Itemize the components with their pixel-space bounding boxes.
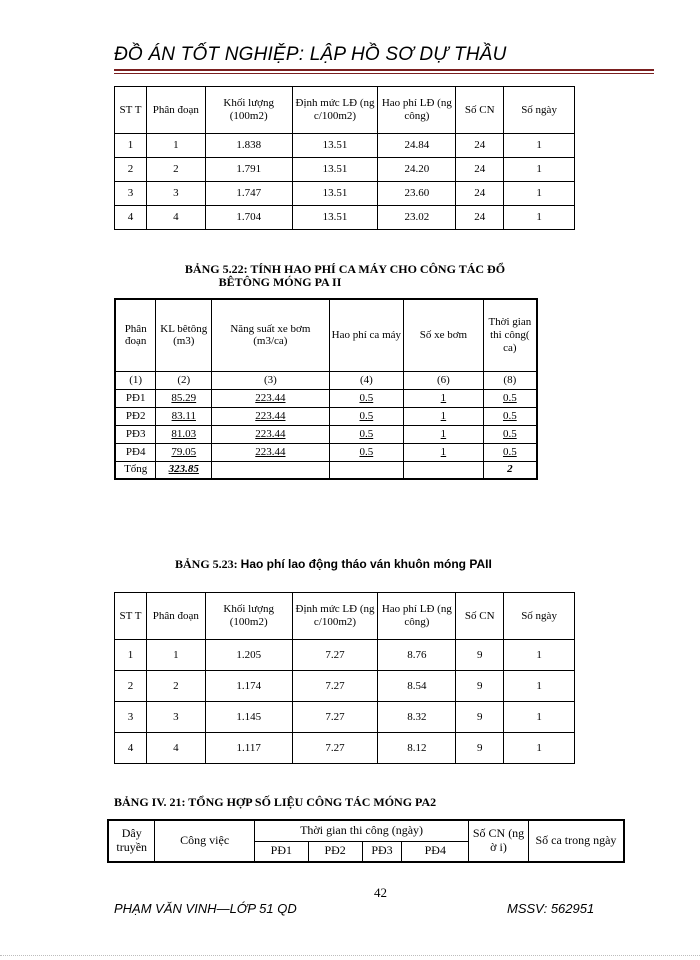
table-cell: 24 (456, 206, 504, 230)
table-header-row (115, 593, 575, 640)
table-cell: 23.60 (378, 182, 456, 206)
table-cell: 23.02 (378, 206, 456, 230)
table-cell: 8.76 (378, 640, 456, 671)
table-cell: 1 (504, 640, 575, 671)
table-cell: 4 (115, 733, 147, 764)
table-row (115, 134, 575, 158)
table-cell: 4 (146, 206, 205, 230)
table-cell: 223.44 (212, 389, 329, 407)
table-cell: 1 (504, 733, 575, 764)
table-cell: 8.12 (378, 733, 456, 764)
table-cell: 1 (404, 425, 484, 443)
header-cell: Công việc (155, 820, 255, 862)
table-cell: 3 (146, 182, 205, 206)
caption-prefix: BẢNG 5.23: (175, 557, 241, 571)
table-caption-iv-21: BẢNG IV. 21: TỔNG HỢP SỐ LIỆU CÔNG TÁC MÓNG PA2 (114, 795, 437, 809)
machine-shift-cost-table (114, 298, 538, 480)
table-cell: 1 (404, 443, 484, 461)
table-cell: 1 (404, 407, 484, 425)
table-cell: 0.5 (329, 443, 404, 461)
table-cell: 0.5 (483, 407, 537, 425)
table-cell: 9 (456, 702, 504, 733)
table-cell: 2 (146, 158, 205, 182)
table-cell: 1 (504, 671, 575, 702)
header-cell: Số CN (456, 593, 504, 640)
subheader-cell: PĐ1 (254, 841, 308, 862)
header-rule (114, 69, 654, 71)
table-cell: 1.174 (205, 671, 292, 702)
table-cell: 0.5 (483, 443, 537, 461)
header-cell: Khối lượng (100m2) (205, 87, 292, 134)
header-cell: Hao phí LĐ (ng công) (378, 593, 456, 640)
header-cell: ST T (115, 593, 147, 640)
table-row (115, 425, 537, 443)
table-cell: 1 (504, 206, 575, 230)
table-cell: 1 (146, 134, 205, 158)
table-cell: 85.29 (156, 389, 212, 407)
index-cell: (6) (404, 371, 484, 389)
index-cell: (2) (156, 371, 212, 389)
table-cell: 13.51 (292, 158, 378, 182)
table-cell: 7.27 (292, 702, 378, 733)
table-cell: 223.44 (212, 443, 329, 461)
table-cell: 0.5 (329, 407, 404, 425)
table-cell: 1 (504, 182, 575, 206)
page-bottom-divider (0, 955, 700, 956)
table-row (115, 182, 575, 206)
index-cell: (1) (115, 371, 156, 389)
table-row (115, 671, 575, 702)
table-cell: 8.54 (378, 671, 456, 702)
table-cell: PĐ1 (115, 389, 156, 407)
table-cell: 223.44 (212, 407, 329, 425)
table-cell: 3 (115, 182, 147, 206)
table-row (115, 443, 537, 461)
header-cell: Phân đoạn (115, 299, 156, 371)
table-cell: 0.5 (329, 425, 404, 443)
header-cell: Phân đoạn (146, 87, 205, 134)
table-cell: 1.704 (205, 206, 292, 230)
header-cell: Hao phí LĐ (ng công) (378, 87, 456, 134)
table-row (115, 702, 575, 733)
table-row (115, 389, 537, 407)
header-cell: Hao phí ca máy (329, 299, 404, 371)
total-shifts: 2 (483, 461, 537, 479)
index-row (115, 371, 537, 389)
header-rule-thin (114, 73, 654, 74)
table-cell: 79.05 (156, 443, 212, 461)
table-cell: 3 (115, 702, 147, 733)
page-header-title: ĐỒ ÁN TỐT NGHIỆP: LẬP HỒ SƠ DỰ THẦU (114, 44, 507, 65)
table-cell: 24 (456, 134, 504, 158)
table-cell: 1 (146, 640, 205, 671)
table-cell: 1 (504, 158, 575, 182)
table-caption-5-22: BẢNG 5.22: TÍNH HAO PHÍ CA MÁY CHO CÔNG TÁC ĐỔ (184, 262, 506, 276)
table-cell: 1.205 (205, 640, 292, 671)
subheader-cell: PĐ3 (362, 841, 402, 862)
table-cell (404, 461, 484, 479)
table-cell: 4 (146, 733, 205, 764)
table-cell: 4 (115, 206, 147, 230)
header-cell: Số ngày (504, 593, 575, 640)
table-cell: 7.27 (292, 640, 378, 671)
table-cell: 0.5 (483, 389, 537, 407)
table-cell: 1.117 (205, 733, 292, 764)
table-cell: 1 (115, 134, 147, 158)
table-cell: 2 (115, 158, 147, 182)
table-cell: 2 (115, 671, 147, 702)
header-cell: Dây truyền (108, 820, 155, 862)
table-cell: 1.747 (205, 182, 292, 206)
page-number: 42 (374, 885, 387, 900)
header-cell: Số ngày (504, 87, 575, 134)
total-volume: 323.85 (156, 461, 212, 479)
table-cell: 9 (456, 640, 504, 671)
total-label: Tổng (115, 461, 156, 479)
header-cell: Số xe bơm (404, 299, 484, 371)
table-cell: 24.84 (378, 134, 456, 158)
table-cell: 1.791 (205, 158, 292, 182)
table-header-row (108, 820, 624, 841)
table-cell (212, 461, 329, 479)
table-cell: 0.5 (483, 425, 537, 443)
footer-student-id: MSSV: 562951 (507, 901, 595, 916)
table-cell: PĐ3 (115, 425, 156, 443)
foundation-summary-table (107, 819, 625, 863)
table-cell: 7.27 (292, 733, 378, 764)
table-row (115, 640, 575, 671)
header-cell: Số CN (ng ờ i) (469, 820, 529, 862)
table-cell: 1.838 (205, 134, 292, 158)
table-cell: 81.03 (156, 425, 212, 443)
labor-cost-table-concrete (114, 86, 575, 230)
table-cell: 223.44 (212, 425, 329, 443)
table-cell: 9 (456, 733, 504, 764)
table-cell: PĐ4 (115, 443, 156, 461)
table-cell: 1 (504, 702, 575, 733)
subheader-cell: PĐ2 (308, 841, 362, 862)
table-cell: 1.145 (205, 702, 292, 733)
caption-text: Hao phí lao động tháo ván khuôn móng PAII (240, 557, 492, 571)
header-cell: Năng suất xe bơm (m3/ca) (212, 299, 329, 371)
header-cell: Định mức LĐ (ng c/100m2) (292, 87, 378, 134)
header-cell: ST T (115, 87, 147, 134)
table-cell: 1 (115, 640, 147, 671)
header-cell: Số ca trong ngày (528, 820, 624, 862)
table-cell: 1 (504, 134, 575, 158)
table-row (115, 733, 575, 764)
header-cell: Số CN (456, 87, 504, 134)
table-cell: 13.51 (292, 182, 378, 206)
table-cell: 13.51 (292, 206, 378, 230)
table-row (115, 407, 537, 425)
labor-cost-table-formwork-removal (114, 592, 575, 764)
index-cell: (8) (483, 371, 537, 389)
table-cell: 13.51 (292, 134, 378, 158)
table-cell: 0.5 (329, 389, 404, 407)
table-cell: 3 (146, 702, 205, 733)
total-row (115, 461, 537, 479)
footer-author: PHẠM VĂN VINH—LỚP 51 QD (114, 901, 297, 916)
table-cell: PĐ2 (115, 407, 156, 425)
table-cell: 2 (146, 671, 205, 702)
header-cell: Thời gian thi công( ca) (483, 299, 537, 371)
table-cell: 83.11 (156, 407, 212, 425)
table-header-row (115, 299, 537, 371)
table-row (115, 206, 575, 230)
table-row (115, 158, 575, 182)
table-cell: 8.32 (378, 702, 456, 733)
index-cell: (4) (329, 371, 404, 389)
table-cell: 24.20 (378, 158, 456, 182)
table-cell: 1 (404, 389, 484, 407)
header-cell: Khối lượng (100m2) (205, 593, 292, 640)
subheader-cell: PĐ4 (402, 841, 469, 862)
index-cell: (3) (212, 371, 329, 389)
header-cell: Thời gian thi công (ngày) (254, 820, 468, 841)
table-caption-5-23 (175, 557, 492, 572)
table-cell: 24 (456, 158, 504, 182)
table-caption-5-22-line2: BÊTÔNG MÓNG PA II (218, 275, 342, 289)
table-cell (329, 461, 404, 479)
table-cell: 24 (456, 182, 504, 206)
table-cell: 9 (456, 671, 504, 702)
header-cell: Định mức LĐ (ng c/100m2) (292, 593, 378, 640)
table-cell: 7.27 (292, 671, 378, 702)
header-cell: Phân đoạn (146, 593, 205, 640)
header-cell: KL bêtông (m3) (156, 299, 212, 371)
table-header-row (115, 87, 575, 134)
